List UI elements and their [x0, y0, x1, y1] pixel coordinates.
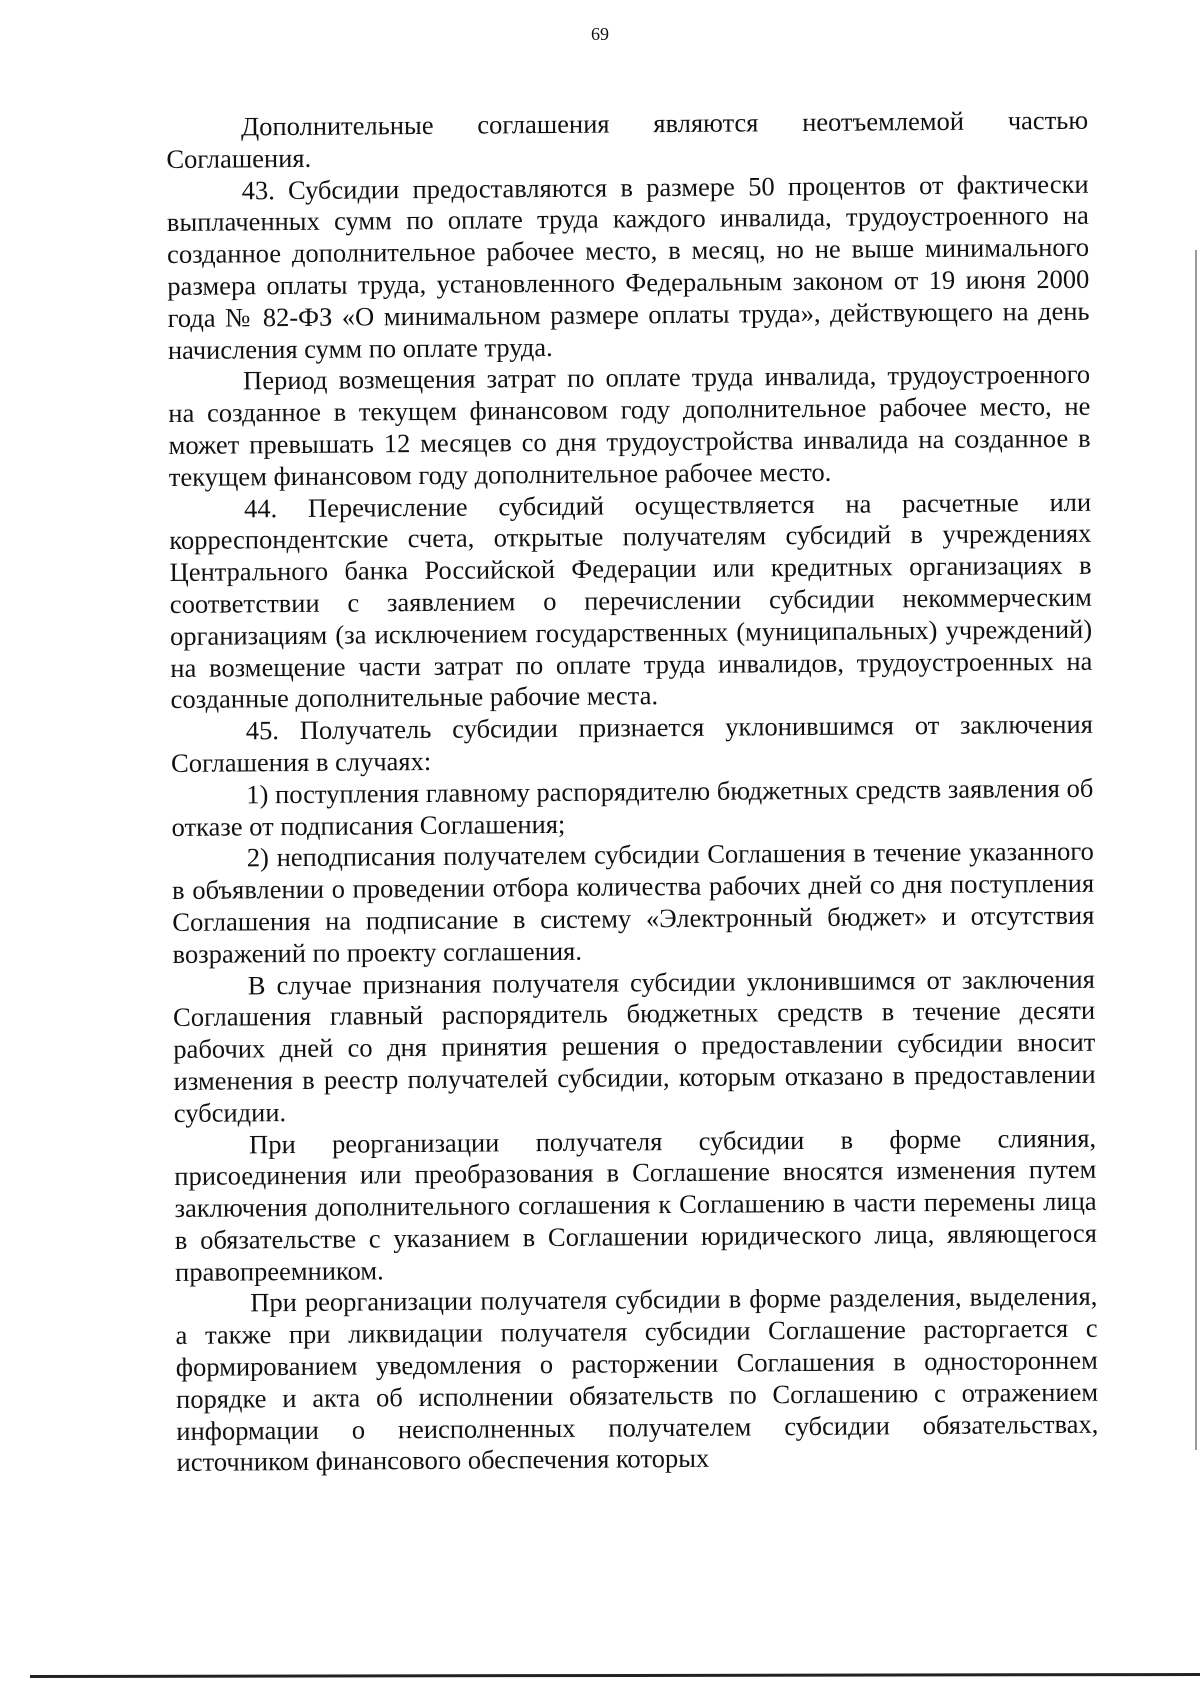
paragraph-45-item-1: 1) поступления главному распорядителю бюджетных средств заявления об отказе от подписания Соглашения; — [171, 772, 1094, 842]
document-body — [166, 105, 1099, 1479]
paragraph-additional-agreements: Дополнительные соглашения являются неотъемлемой частью Соглашения. — [166, 104, 1089, 174]
paragraph-compensation-period: Период возмещения затрат по оплате труда инвалида, трудоустроенного на созданное в текущем финансовом году дополнительное рабочее место, не может превышать 12 месяцев со дня трудоустройства инвалида на созданное в текущем финансовом году дополнительное рабочее место. — [168, 359, 1091, 492]
scan-bottom-edge — [30, 1673, 1200, 1678]
scan-right-edge — [1195, 250, 1197, 1450]
paragraph-44: 44. Перечисление субсидий осуществляется на расчетные или корреспондентские счета, открытые получателям субсидий в учреждениях Центрального банка Российской Федерации или кредитных организациях в соответствии с заявлением о перечислении субсидии некоммерческим организациям (за исключением государственных (муниципальных) учреждений) на возмещение части затрат по оплате труда инвалидов, трудоустроенных на созданные дополнительные рабочие места. — [169, 486, 1093, 715]
paragraph-45-item-2: 2) неподписания получателем субсидии Соглашения в течение указанного в объявлении о проведении отбора количества рабочих дней со дня поступления Соглашения на подписание в систему «Электронный бюджет» и отсутствия возражений по проекту соглашения. — [171, 836, 1095, 969]
paragraph-43: 43. Субсидии предоставляются в размере 50 процентов от фактически выплаченных сумм по оплате труда каждого инвалида, трудоустроенного на созданное дополнительное рабочее место, в месяц, но не выше минимального размера оплаты труда, установленного Федеральным законом от 19 июня 2000 года № 82-ФЗ «О минимальном размере оплаты труда», действующего на день начисления сумм по оплате труда. — [166, 168, 1090, 365]
paragraph-reorganization-division: При реорганизации получателя субсидии в форме разделения, выделения, а также при ликвидации получателя субсидии Соглашение расторгается с формированием уведомления о расторжении Соглашения в одностороннем порядке и акта об исполнении обязательств по Соглашению с отражением информации о неисполненных получателем субсидии обязательствах, источником финансового обеспечения которых — [175, 1281, 1099, 1478]
paragraph-reorganization-merger: При реорганизации получателя субсидии в форме слияния, присоединения или преобразования в Соглашение вносятся изменения путем заключения дополнительного соглашения к Соглашению в части перемены лица в обязательстве с указанием в Соглашении юридического лица, являющегося правопреемником. — [174, 1122, 1097, 1287]
page-number: 69 — [591, 24, 609, 44]
paragraph-45: 45. Получатель субсидии признается уклонившимся от заключения Соглашения в случаях: — [170, 708, 1093, 778]
paragraph-evasion-registry: В случае признания получателя субсидии уклонившимся от заключения Соглашения главный распорядитель бюджетных средств в течение десяти рабочих дней со дня принятия решения о предоставлении субсидии вносит изменения в реестр получателей субсидии, которым отказано в предоставлении субсидии. — [172, 963, 1096, 1128]
